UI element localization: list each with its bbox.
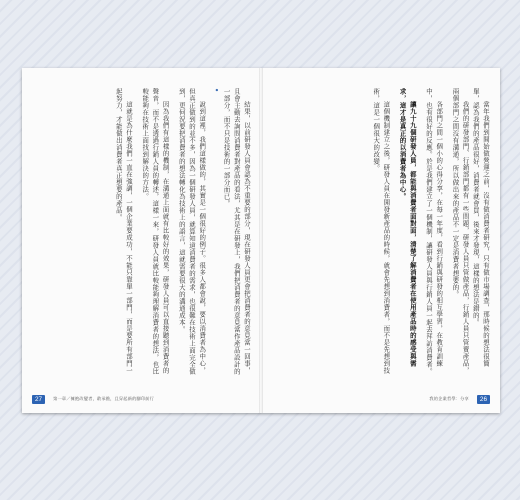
left-paragraph-4: 這就是為什麼我們一直在強調，一個企業要成功，不能只靠單一部門，而是要所有部門一起努力，才能做出消費者真正想要的產品。	[114, 88, 133, 374]
right-page-number: 26	[477, 395, 490, 404]
left-running-head: 第一章／擁抱改變者，敢承擔，且穿起新的腳印前行	[53, 396, 155, 401]
left-body-text	[34, 88, 252, 378]
bullet-marker: •	[212, 88, 221, 93]
right-paragraph-2: 我們的研發部門、行銷部門都有一些問題，研發人員只管做產品，行銷人員只管賣產品，兩個部門之間沒有溝通，所以做出來的產品不一定是消費者想要的。	[451, 88, 470, 374]
book-spread	[22, 68, 500, 413]
right-paragraph-3: 各部門之間一個小的心得分享，在每一年度，看到行銷與研發的相互學習，在教育訓練中，也有很好的反應。於是我們建立了一個機制，讓研發人員與行銷人員一起去拜訪消費者。	[424, 88, 444, 375]
left-paragraph-1: 結果，以前研發人員會認為不重要的部分，現在研發人員更會把消費者的意見當一回事，且會主動去詢問消費者對產品的看法，尤其是在研發上，我們把消費者的意見當作產品設計的一部分，而不只是技術的一部分而已。	[222, 88, 251, 375]
left-page	[22, 68, 261, 413]
left-page-number: 27	[32, 395, 45, 404]
emphasis-text: 讓九十九個研發人員，都能與消費者面對面，清楚了解消費者在使用產品時的感受與需求，這才是真正的以消費者為中心。	[398, 88, 417, 367]
right-running-head: 我的企業哲學：分享	[429, 396, 469, 401]
right-page	[261, 68, 500, 413]
left-footer	[32, 393, 154, 405]
left-paragraph-3: 因為我們有這樣的機制，在溝通上面就有比較好的效果，研發人員可以直接聽到消費者的聲音，而不是透過行銷人員的轉述，這樣一來，研發人員就比較能夠理解消費者的想法，也比較能夠在技術上面找到解決的方法。	[141, 88, 170, 375]
right-paragraph-1: 當年我們到開始做營運之前，沒有做消費者研究，只有做市場調查，那時候的想法很簡單，認為我們的產品很好，消費者就會買，後來才發現，這樣的想法是錯的。	[471, 88, 490, 367]
right-footer	[429, 393, 490, 405]
right-body-text	[271, 88, 491, 378]
left-paragraph-2: 說到這裡，我們這樣做的，其實是一個很好的例子。很多人都會說，要以消費者為中心，但真正做到的並不多，因為一個研發人員，就算知道消費者的需求，也很難在技術上面完全做到，更何況要把消費者的想法轉化為技術上的語言，這就需要很大的溝通成本。	[177, 88, 207, 375]
right-closing-paragraph: 這個機制建立之後，研發人員在開發新產品的時候，就會先想到消費者，而不是先想到技術，這是一個很大的改變。	[372, 88, 391, 374]
right-emphasis-paragraph	[397, 88, 417, 378]
